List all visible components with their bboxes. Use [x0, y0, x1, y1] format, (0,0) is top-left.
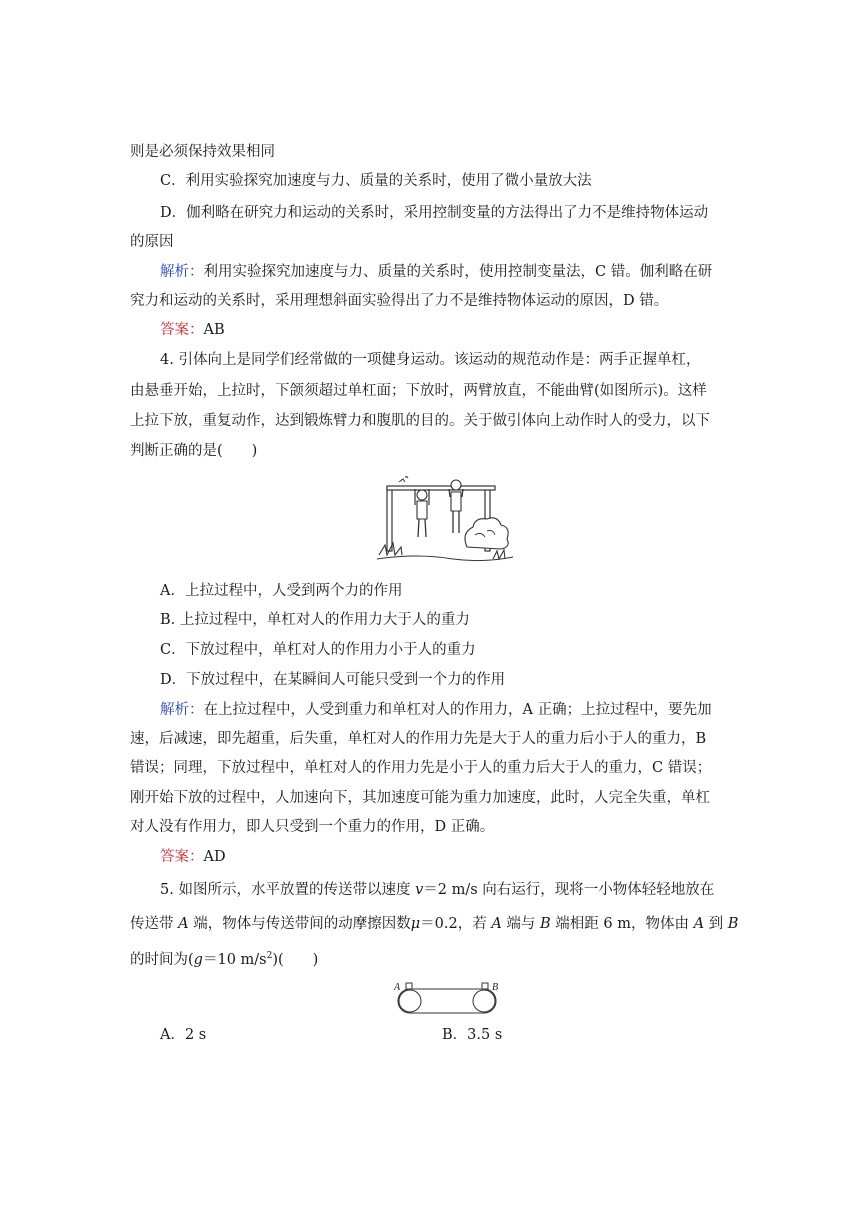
- q5-text: 到: [704, 916, 728, 932]
- analysis-label: 解析：: [160, 702, 204, 718]
- q4-stem-line4: 判断正确的是( ): [130, 443, 258, 459]
- q4-analysis-line3: 错误；同理，下放过程中，单杠对人的作用力先是小于人的重力后大于人的重力，C 错误；: [130, 760, 712, 776]
- conveyor-label-a: A: [394, 982, 401, 993]
- conveyor-belt-figure: [392, 979, 504, 1019]
- analysis-text: 利用实验探究加速度与力、质量的关系时，使用控制变量法，C 错。伽利略在研: [203, 264, 713, 280]
- q5-text: ＝2 m/s 向右运行，现将一小物体轻轻地放在: [423, 882, 715, 898]
- q5-option-b: B．3.5 s: [442, 1027, 503, 1043]
- answer-value: AB: [203, 322, 225, 338]
- q5-text: 的时间为(: [130, 951, 194, 968]
- analysis-text: 在上拉过程中，人受到重力和单杠对人的作用力，A 正确；上拉过程中，要先加: [203, 702, 712, 718]
- q4-analysis-line4: 刚开始下放的过程中，人加速向下，其加速度可能为重力加速度，此时，人完全失重，单杠: [130, 790, 710, 806]
- q3-stem-tail: 则是必须保持效果相同: [130, 144, 275, 160]
- q4-stem-line3: 上拉下放，重复动作，达到锻炼臂力和腹肌的目的。关于做引体向上动作时人的受力，以下: [130, 413, 710, 429]
- q4-analysis-line1: [160, 700, 712, 720]
- answer-label: 答案：: [160, 849, 204, 865]
- q5-var-b: B: [540, 916, 551, 932]
- q5-text: 端与: [501, 916, 541, 932]
- answer-value: AD: [203, 849, 226, 865]
- q5-var-v: v: [415, 882, 424, 898]
- q4-answer: [160, 847, 226, 867]
- q5-text: 5. 如图所示，水平放置的传送带以速度: [160, 882, 416, 898]
- q5-var-a: A: [491, 916, 502, 932]
- q5-var-mu: μ: [410, 916, 421, 932]
- q3-option-d-line1: D．伽利略在研究力和运动的关系时，采用控制变量的方法得出了力不是维持物体运动: [160, 205, 709, 221]
- q5-stem-line3: [130, 946, 318, 970]
- q4-option-b: B. 上拉过程中，单杠对人的作用力大于人的重力: [160, 612, 470, 628]
- conveyor-label-b: B: [492, 982, 499, 993]
- q5-text: 传送带: [130, 916, 179, 932]
- answer-label: 答案：: [160, 322, 204, 338]
- q5-text: ＝10 m/s: [202, 951, 267, 968]
- q5-stem-line2: [130, 914, 738, 934]
- q3-option-c: C．利用实验探究加速度与力、质量的关系时，使用了微小量放大法: [160, 173, 592, 189]
- q5-var-b: B: [727, 916, 739, 932]
- q5-var-g: g: [193, 951, 203, 968]
- q3-analysis-line2: 究力和运动的关系时，采用理想斜面实验得出了力不是维持物体运动的原因，D 错。: [130, 293, 669, 309]
- q5-text: ＝0.2，若: [420, 916, 492, 932]
- q4-stem-line2: 由悬垂开始，上拉时，下颌须超过单杠面；下放时，两臂放直，不能曲臂(如图所示)。这样: [130, 383, 707, 399]
- q5-option-a: A．2 s: [160, 1027, 207, 1043]
- analysis-label: 解析：: [160, 264, 204, 280]
- q4-option-a: A．上拉过程中，人受到两个力的作用: [160, 583, 403, 599]
- q4-stem-line1: 4. 引体向上是同学们经常做的一项健身运动。该运动的规范动作是：两手正握单杠，: [160, 352, 701, 368]
- q5-superscript: 2: [266, 951, 273, 961]
- q5-text: 端相距 6 m，物体由: [550, 916, 694, 932]
- q5-text: )( ): [272, 951, 319, 968]
- pull-up-illustration: [375, 475, 525, 565]
- q5-var-a: A: [693, 916, 705, 932]
- q3-analysis-line1: [160, 262, 712, 282]
- q4-analysis-line5: 对人没有作用力，即人只受到一个重力的作用，D 正确。: [130, 819, 495, 835]
- q4-option-c: C．下放过程中，单杠对人的作用力小于人的重力: [160, 642, 476, 658]
- q5-var-a: A: [178, 916, 189, 932]
- q5-stem-line1: [160, 880, 714, 900]
- q3-answer: [160, 320, 225, 340]
- q4-option-d: D．下放过程中，在某瞬间人可能只受到一个力的作用: [160, 672, 506, 688]
- q3-option-d-line2: 的原因: [130, 234, 174, 250]
- q4-analysis-line2: 速，后减速，即先超重，后失重，单杠对人的作用力先是大于人的重力后小于人的重力，B: [130, 731, 707, 747]
- q5-text: 端，物体与传送带间的动摩擦因数: [188, 916, 411, 932]
